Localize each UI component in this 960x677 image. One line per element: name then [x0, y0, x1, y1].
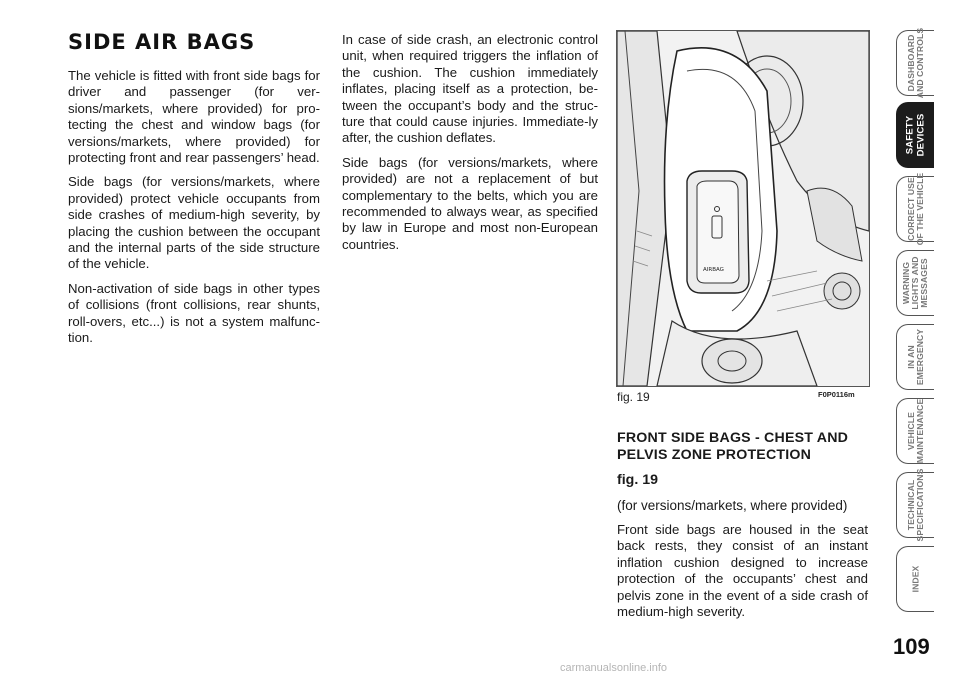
paragraph: The vehicle is fitted with front side bags for driver and passenger (for ver-sions/markets, where provided) for pro-tecting the chest and window bags (for versions/markets, where provided) for protecting front and rear passengers’ head. — [68, 68, 320, 166]
paragraph: Non-activation of side bags in other types of collisions (front collisions, rear shunts, roll-overs, etc...) is not a system malfunc-tion. — [68, 280, 320, 346]
tab-warning-lights[interactable] — [896, 250, 934, 316]
paragraph: Side bags (for versions/markets, where provided) protect vehicle occupants from side crashes of medium-high severity, by placing the cushion between the occupant and the internal parts of the side structure of the vehicle. — [68, 174, 320, 272]
text-column-left — [68, 68, 320, 355]
tab-label: TECHNICAL SPECIFICATIONS — [905, 468, 925, 542]
tab-label: IN AN EMERGENCY — [905, 328, 925, 386]
tab-label: VEHICLE MAINTENANCE — [905, 398, 925, 464]
watermark: carmanualsonline.info — [560, 662, 668, 674]
figure-caption: fig. 19 — [617, 390, 650, 404]
paragraph: Side bags (for versions/markets, where provided) are not a replacement of but complementary to the belts, which you are recommended to always wear, as specified by law in Europe and most non-European countries. — [342, 154, 598, 252]
tab-in-an-emergency[interactable] — [896, 324, 934, 390]
tab-label: DASHBOARD AND CONTROLS — [905, 27, 925, 99]
section-heading: FRONT SIDE BAGS - CHEST AND PELVIS ZONE PROTECTION — [617, 430, 849, 463]
figure-reference: fig. 19 — [617, 472, 658, 488]
tab-index[interactable] — [896, 546, 934, 612]
section-note: (for versions/markets, where provided) — [617, 498, 848, 513]
tab-label: WARNING LIGHTS AND MESSAGES — [900, 256, 930, 310]
paragraph: In case of side crash, an electronic control unit, when required triggers the inflation of the cushion. The cushion immediately inflates, placing itself as a protection, be-tween the occupant’s body and the struc-ture that could cause injuries. Immediate-ly after, the cushion deflates. — [342, 32, 598, 146]
tab-dashboard-and-controls[interactable] — [896, 27, 934, 99]
seat-illustration — [617, 31, 869, 386]
airbag-label: AIRBAG — [703, 267, 724, 273]
page-number: 109 — [893, 634, 930, 659]
tab-technical-specifications[interactable] — [896, 468, 934, 542]
tab-vehicle-maintenance[interactable] — [896, 398, 934, 464]
tab-label: CORRECT USE OF THE VEHICLE — [905, 172, 925, 246]
text-column-middle — [342, 32, 598, 261]
text-column-right — [617, 430, 868, 628]
tab-correct-use[interactable] — [896, 172, 934, 246]
figure-seat-side-airbag — [616, 30, 870, 387]
figure-code: F0P0116m — [818, 390, 855, 399]
page-title: SIDE AIR BAGS — [68, 30, 256, 54]
tab-safety-devices[interactable] — [896, 102, 934, 168]
paragraph: Front side bags are housed in the seat back rests, they consist of an instant inflation cushion designed to increase protection of the occupants’ chest and pelvis zone in the event of a side crash of medium-high severity. — [617, 522, 868, 620]
tab-label: SAFETY DEVICES — [904, 113, 926, 157]
tab-label: INDEX — [909, 565, 920, 593]
